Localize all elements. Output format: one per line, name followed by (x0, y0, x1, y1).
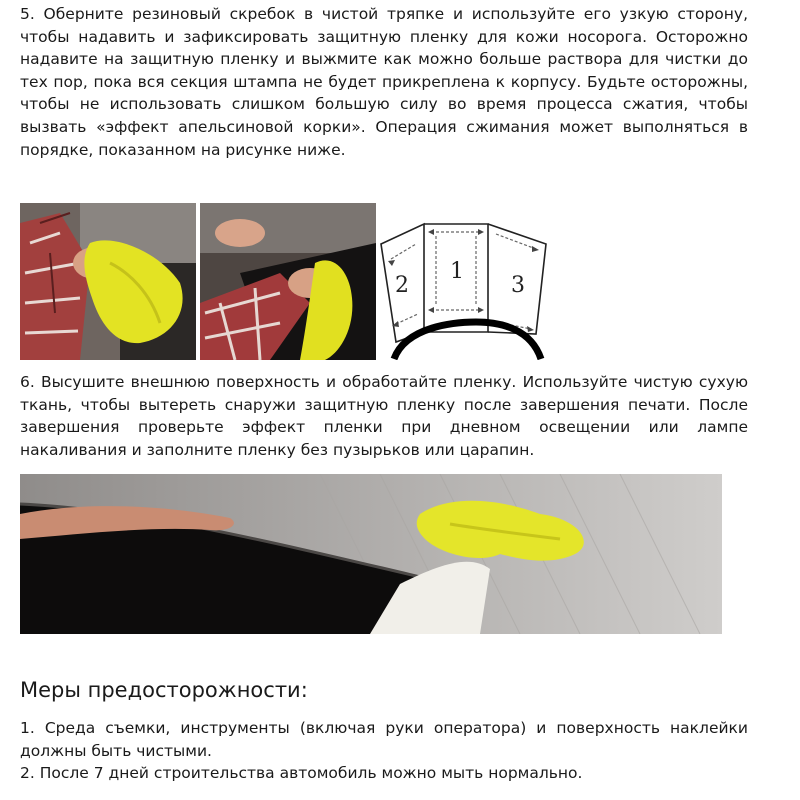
photo-drying-surface (20, 474, 722, 634)
pressing-order-diagram (376, 214, 558, 360)
precautions-list (20, 717, 748, 785)
diagram-label-1: 1 (450, 259, 464, 284)
photo-pressing-cloth (200, 203, 376, 360)
diagram-label-3: 3 (511, 273, 525, 298)
photo-hand-with-cloth (20, 203, 196, 360)
precautions-heading: Меры предосторожности: (20, 678, 308, 702)
precaution-item-1: 1. Среда съемки, инструменты (включая руки оператора) и поверхность наклейки должны быть чистыми. (20, 719, 748, 760)
diagram-label-2: 2 (395, 273, 409, 298)
precaution-item-2: 2. После 7 дней строительства автомобиль можно мыть нормально. (20, 764, 583, 783)
step-6-text: 6. Высушите внешнюю поверхность и обработайте пленку. Используйте чистую сухую ткань, чтобы вытереть снаружи защитную пленку после завершения печати. После завершения проверьте эффект пленки при дневном освещении или лампе накаливания и заполните пленку без пузырьков или царапин. (20, 373, 748, 459)
step-5-text: 5. Оберните резиновый скребок в чистой тряпке и используйте его узкую сторону, чтобы надавить и зафиксировать защитную пленку для кожи носорога. Осторожно надавите на защитную пленку и выжмите как можно больше раствора для чистки до тех пор, пока вся секция штампа не будет прикреплена к корпусу. Будьте осторожны, чтобы не использовать слишком большую силу во время процесса сжатия, чтобы вызвать «эффект апельсиновой корки». Операция сжимания может выполняться в порядке, показанном на рисунке ниже. (20, 5, 748, 159)
